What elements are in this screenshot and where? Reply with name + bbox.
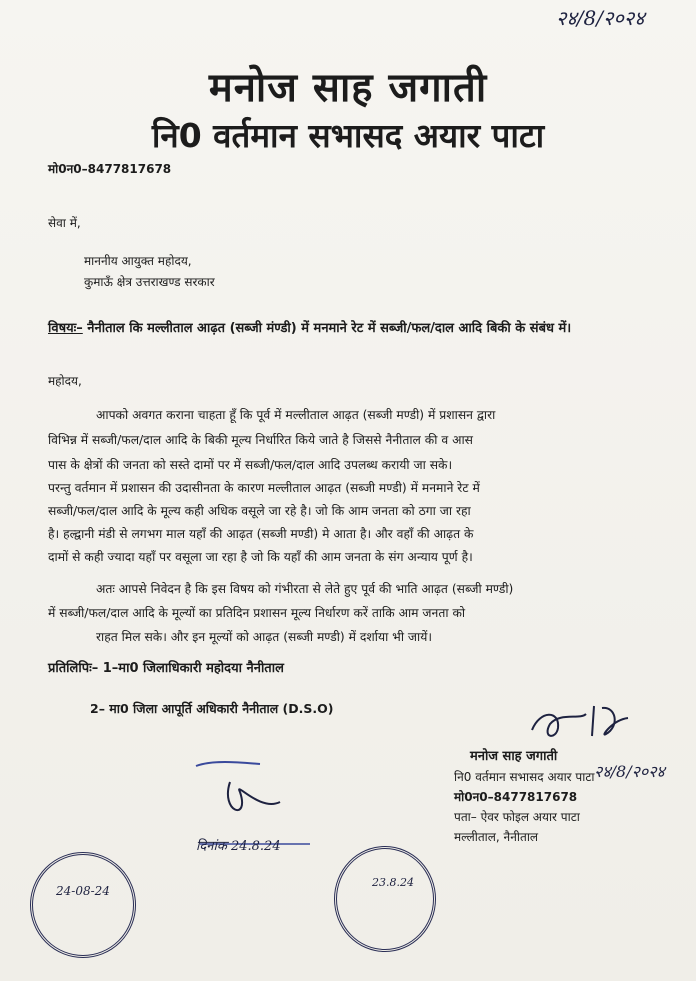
office-seal-left <box>30 852 136 958</box>
office-seal-left-date: 24-08-24 <box>56 884 110 898</box>
salutation: सेवा में, <box>48 216 81 230</box>
recipient-line-2: कुमाऊँ क्षेत्र उत्तराखण्ड सरकार <box>84 275 215 289</box>
body-line: पास के क्षेत्रों की जनता को सस्ते दामों पर में सब्जी/फल/दाल आदि उपलब्ध करायी जा सके। <box>48 458 453 472</box>
handwritten-date-top: २४/8/२०२४ <box>556 6 645 30</box>
body-line: में सब्जी/फल/दाल आदि के मूल्यों का प्रतिदिन प्रशासन मूल्य निर्धारण करें ताकि आम जनता को <box>48 606 466 620</box>
subject <box>48 318 656 339</box>
cc-label: प्रतिलिपिः– <box>48 661 99 676</box>
signature-name: मनोज साह जगाती <box>470 749 558 764</box>
subject-text: नैनीताल कि मल्लीताल आढ़त (सब्जी मंण्डी) में मनमाने रेट में सब्जी/फल/दाल आदि बिकी के संबंध में। <box>82 321 572 336</box>
office-seal-right-date: 23.8.24 <box>372 876 414 889</box>
body-line: है। हल्द्वानी मंडी से लगभग माल यहॉं की आढ़त (सब्जी मण्डी) मे आता है। और वहॉं की आढ़त के <box>48 527 474 541</box>
letterhead-subtitle: नि0 वर्तमान सभासद अयार पाटा <box>151 116 545 155</box>
cc-item-1: प्रतिलिपिः– 1–मा0 जिलाधिकारी महोदया नैनीताल <box>48 661 284 676</box>
recipient-line-1: माननीय आयुक्त महोदय, <box>84 254 192 268</box>
phone-number: मो0न0–8477817678 <box>48 162 172 176</box>
signature-scribble <box>520 700 650 748</box>
signature-address-1: पता– ऐवर फोइल अयार पाटा <box>454 810 580 824</box>
signature-handwritten-date: २४/8/२०२४ <box>594 762 665 781</box>
cc-item-2: 2– मा0 जिला आपूर्ति अधिकारी नैनीताल (D.S.O) <box>90 701 334 716</box>
body-line: राहत मिल सके। और इन मूल्यों को आढ़त (सब्जी मण्डी) में दर्शाया भी जायें। <box>96 630 433 644</box>
office-seal-right <box>334 846 436 952</box>
signature-phone: मो0न0–8477817678 <box>454 790 578 804</box>
signature-address-2: मल्लीताल, नैनीताल <box>454 830 539 844</box>
subject-label: विषयः– <box>48 321 83 336</box>
body-line: परन्तु वर्तमान में प्रशासन की उदासीनता के कारण मल्लीताल आढ़त (सब्जी मण्डी) में मनमाने रेट में <box>48 481 480 495</box>
signature-title: नि0 वर्तमान सभासद अयार पाटा <box>454 770 595 784</box>
body-line: अतः आपसे निवेदन है कि इस विषय को गंभीरता से लेते हुए पूर्व की भाति आढ़त (सब्जी मण्डी) <box>96 582 514 596</box>
body-line: सब्जी/फल/दाल आदि के मूल्य कही अधिक वसूले जा रहे है। जो कि आम जनता को ठगा जा रहा <box>48 504 471 518</box>
greeting: महोदय, <box>48 374 82 388</box>
body-line: विभिन्न में सब्जी/फल/दाल आदि के बिकी मूल्य निर्धारित किये जाते है जिससे नैनीताल की व आस <box>48 433 473 447</box>
letterhead-name: मनोज साह जगाती <box>208 65 488 111</box>
body-line: दामों से कही ज्यादा यहॉं पर वसूला जा रहा है जो कि यहॉं की आम जनता के संग अन्याय पूर्ण है। <box>48 550 473 564</box>
body-line: आपको अवगत कराना चाहता हूँ कि पूर्व में मल्लीताल आढ़त (सब्जी मण्डी) में प्रशासन द्वारा <box>96 408 496 422</box>
receipt-date: दिनांक 24.8.24 <box>196 839 281 854</box>
